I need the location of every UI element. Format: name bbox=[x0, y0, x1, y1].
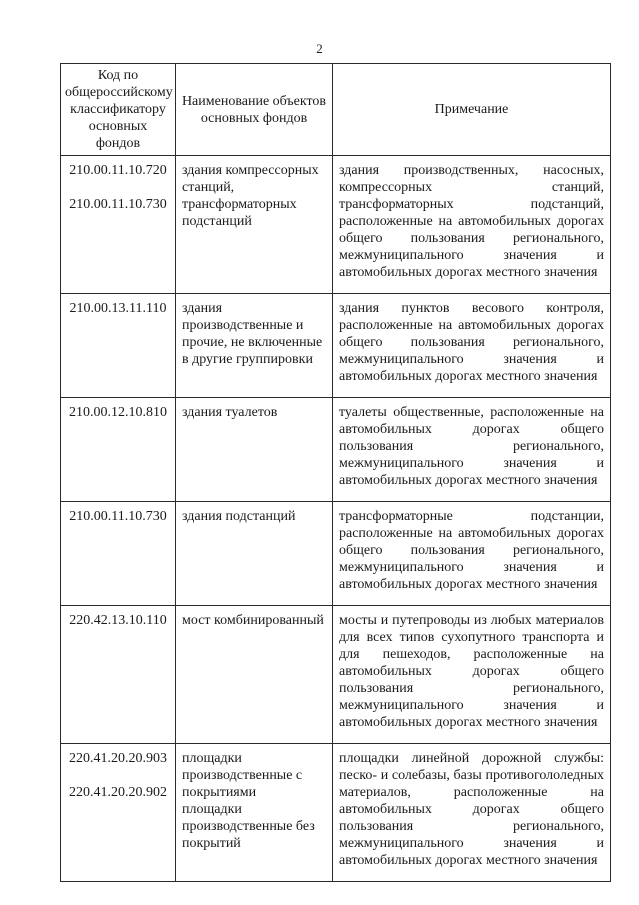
name-cell bbox=[176, 294, 333, 398]
code-cell bbox=[61, 294, 176, 398]
page-number: 2 bbox=[316, 41, 323, 56]
table-row bbox=[61, 744, 611, 882]
asset-name: здания туалетов bbox=[182, 405, 278, 420]
note-cell: туалеты общественные, расположенные на автомобильных дорогах общего пользования регионального, межмуниципального значения и автомобильных дорогах местного значения bbox=[333, 398, 611, 502]
asset-name: здания производственные и прочие, не включенные в другие группировки bbox=[182, 301, 323, 367]
asset-name: мост комбинированный bbox=[182, 613, 324, 628]
asset-name: здания подстанций bbox=[182, 509, 296, 524]
name-cell bbox=[176, 502, 333, 606]
table-row bbox=[61, 398, 611, 502]
classifier-code: 210.00.12.10.810 bbox=[69, 405, 167, 420]
classifier-code: 210.00.11.10.730 bbox=[69, 509, 167, 524]
asset-name: площадки производственные с покрытиями bbox=[182, 751, 303, 800]
note-cell: здания производственных, насосных, компрессорных станций, трансформаторных подстанций, расположенные на автомобильных дорогах общего пользования регионального, межмуниципального значения и автомобильных дорогах местного значения bbox=[333, 156, 611, 294]
asset-name: площадки производственные без покрытий bbox=[182, 802, 315, 851]
name-cell bbox=[176, 398, 333, 502]
name-cell bbox=[176, 606, 333, 744]
column-header-name: Наименование объектов основных фондов bbox=[176, 64, 333, 156]
classifier-code: 210.00.13.11.110 bbox=[69, 301, 167, 316]
table-row bbox=[61, 294, 611, 398]
classifier-code: 220.42.13.10.110 bbox=[69, 613, 167, 628]
classification-table bbox=[60, 63, 611, 882]
classifier-code: 210.00.11.10.730 bbox=[69, 197, 167, 212]
code-cell bbox=[61, 502, 176, 606]
note-cell: здания пунктов весового контроля, расположенные на автомобильных дорогах общего пользования регионального, межмуниципального значения и автомобильных дорогах местного значения bbox=[333, 294, 611, 398]
table-header-row bbox=[61, 64, 611, 156]
note-cell: мосты и путепроводы из любых материалов для всех типов сухопутного транспорта и для пешеходов, расположенные на автомобильных дорогах общего пользования регионального, межмуниципального значения и автомобильных дорогах местного значения bbox=[333, 606, 611, 744]
name-cell bbox=[176, 156, 333, 294]
column-header-note: Примечание bbox=[333, 64, 611, 156]
classifier-code: 220.41.20.20.902 bbox=[69, 785, 167, 800]
code-cell bbox=[61, 156, 176, 294]
code-cell bbox=[61, 398, 176, 502]
note-cell: площадки линейной дорожной службы: песко- и солебазы, базы противогололедных материалов, расположенные на автомобильных дорогах общего пользования регионального, межмуниципального значения и автомобильных дорогах местного значения bbox=[333, 744, 611, 882]
code-cell bbox=[61, 744, 176, 882]
column-header-code: Код по общероссийскому классификатору основных фондов bbox=[61, 64, 176, 156]
name-cell bbox=[176, 744, 333, 882]
note-cell: трансформаторные подстанции, расположенные на автомобильных дорогах общего пользования регионального, межмуниципального значения и автомобильных дорогах местного значения bbox=[333, 502, 611, 606]
table-row bbox=[61, 606, 611, 744]
asset-name: здания компрессорных станций, трансформаторных подстанций bbox=[182, 163, 319, 229]
table-row bbox=[61, 502, 611, 606]
table-row bbox=[61, 156, 611, 294]
classifier-code: 210.00.11.10.720 bbox=[69, 163, 167, 178]
classifier-code: 220.41.20.20.903 bbox=[69, 751, 167, 766]
code-cell bbox=[61, 606, 176, 744]
